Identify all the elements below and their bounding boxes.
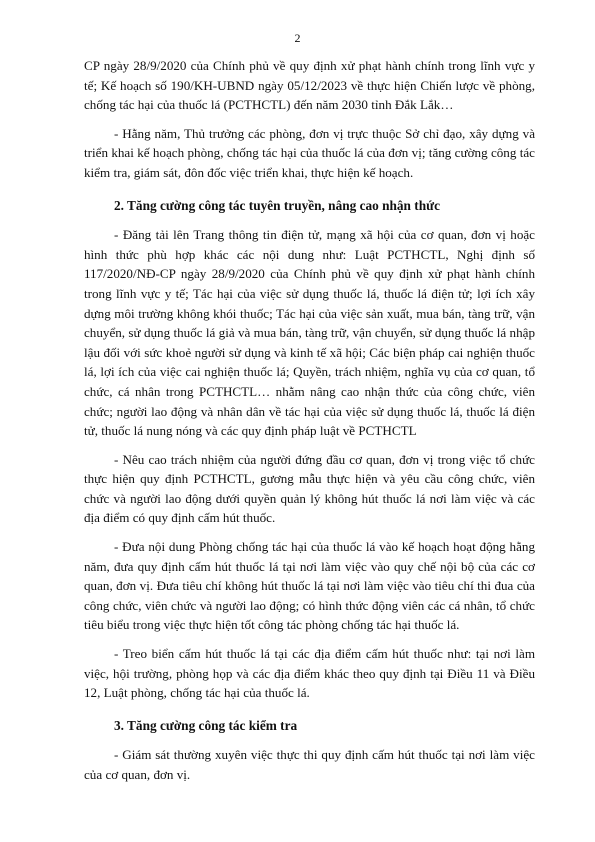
section-heading-inspection: 3. Tăng cường công tác kiểm tra <box>114 717 298 733</box>
paragraph-annual-plan: - Hằng năm, Thủ trưởng các phòng, đơn vị trực thuộc Sở chỉ đạo, xây dựng và triển khai kế hoạch phòng, chống tác hại của thuốc lá của đơn vị; tăng cường công tác kiểm tra, giám sát, đôn đốc việc triển khai, thực hiện kế hoạch. <box>84 125 535 180</box>
paragraph-leader-responsibility: - Nêu cao trách nhiệm của người đứng đầu cơ quan, đơn vị trong việc tổ chức thực hiện quy định PCTHCTL, gương mẫu thực hiện và yêu cầu công chức, viên chức và người lao động dưới quyền quản lý không hút thuốc lá nơi làm việc và các địa điểm có quy định cấm hút thuốc. <box>84 451 535 526</box>
page-number: 2 <box>294 31 301 45</box>
paragraph-continuation: CP ngày 28/9/2020 của Chính phủ về quy định xử phạt hành chính trong lĩnh vực y tế; Kế hoạch số 190/KH-UBND ngày 05/12/2023 về thực hiện Chiến lược về phòng, chống tác hại của thuốc lá (PCTHCTL) đến năm 2030 tỉnh Đắk Lắk… <box>84 58 535 113</box>
paragraph-no-smoking-signs: - Treo biển cấm hút thuốc lá tại các địa điểm cấm hút thuốc như: tại nơi làm việc, hội trường, phòng họp và các địa điểm khác theo quy định tại Điều 11 và Điều 12, Luật phòng, chống tác hại của thuốc lá. <box>84 646 535 701</box>
paragraph-publish-content: - Đăng tải lên Trang thông tin điện tử, mạng xã hội của cơ quan, đơn vị hoặc hình thức phù hợp khác các nội dung như: Luật PCTHCTL, Nghị định số 117/2020/NĐ-CP ngày 28/9/2020 của Chính phủ về quy định xử phạt hành chính trong lĩnh vực y tế; Tác hại của việc sử dụng thuốc lá, thuốc lá điện tử; lợi ích xây dựng môi trường không khói thuốc; Tác hại của việc sản xuất, mua bán, tàng trữ, vận chuyển, sử dụng thuốc lá giả và mua bán, tàng trữ, vận chuyển, sử dụng thuốc lá nhập lậu đối với sức khoẻ người sử dụng và kinh tế xã hội; Các biện pháp cai nghiện thuốc lá, lợi ích của việc cai nghiện thuốc lá; Quyền, trách nhiệm, nghĩa vụ của cơ quan, tổ chức, cá nhân trong PCTHCTL… nhằm nâng cao nhận thức của công chức, viên chức; người lao động và nhân dân về tác hại của việc sử dụng thuốc lá, thuốc lá điện tử, thuốc lá nung nóng và các quy định pháp luật về PCTHCTL <box>84 227 535 439</box>
paragraph-monitoring: - Giám sát thường xuyên việc thực thi quy định cấm hút thuốc tại nơi làm việc của cơ quan, đơn vị. <box>84 747 535 782</box>
document-body <box>84 56 535 785</box>
paragraph-annual-activities: - Đưa nội dung Phòng chống tác hại của thuốc lá vào kế hoạch hoạt động hằng năm, đưa quy định cấm hút thuốc lá tại nơi làm việc vào quy chế nội bộ của các cơ quan, đơn vị. Đưa tiêu chí không hút thuốc lá tại nơi làm việc vào tiêu chí thi đua của công chức, viên chức và người lao động; có hình thức động viên các cá nhân, tổ chức tiêu biểu trong việc thực hiện tốt công tác phòng chống tác hại thuốc lá. <box>84 539 535 633</box>
section-heading-communication: 2. Tăng cường công tác tuyên truyền, nâng cao nhận thức <box>114 197 440 213</box>
